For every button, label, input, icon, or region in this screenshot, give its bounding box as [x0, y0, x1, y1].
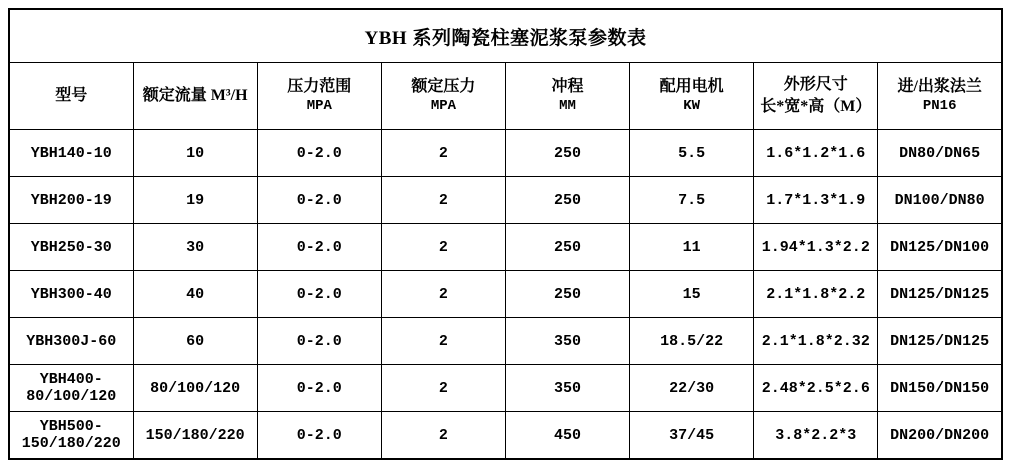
cell-motor: 15: [630, 271, 754, 318]
table-row: [9, 224, 1002, 271]
cell-flange: DN100/DN80: [878, 177, 1002, 224]
table-header-row: [9, 63, 1002, 130]
cell-model: YBH140-10: [9, 130, 133, 177]
column-header-pressure-range-label: 压力范围: [287, 77, 352, 95]
cell-rated-flow: 10: [133, 130, 257, 177]
cell-rated-flow: 30: [133, 224, 257, 271]
cell-rated-pressure: 2: [381, 271, 505, 318]
table-row: [9, 318, 1002, 365]
cell-rated-pressure: 2: [381, 224, 505, 271]
cell-dimensions: 2.1*1.8*2.32: [754, 318, 878, 365]
cell-rated-pressure: 2: [381, 130, 505, 177]
cell-dimensions: 3.8*2.2*3: [754, 412, 878, 460]
column-header-rated-pressure: [381, 63, 505, 130]
column-header-dimensions-unit: 长*宽*高（M）: [760, 98, 872, 115]
column-header-stroke-label: 冲程: [551, 77, 584, 95]
cell-pressure-range: 0-2.0: [257, 412, 381, 460]
cell-motor: 18.5/22: [630, 318, 754, 365]
cell-model: YBH300J-60: [9, 318, 133, 365]
cell-rated-flow: 19: [133, 177, 257, 224]
cell-motor: 22/30: [630, 365, 754, 412]
column-header-stroke: [506, 63, 630, 130]
table-row: [9, 271, 1002, 318]
column-header-dimensions-label: 外形尺寸: [783, 76, 848, 94]
table-row: [9, 130, 1002, 177]
table-row: [9, 365, 1002, 412]
column-header-motor: [630, 63, 754, 130]
cell-stroke: 250: [506, 177, 630, 224]
cell-pressure-range: 0-2.0: [257, 365, 381, 412]
parameter-table: [8, 8, 1003, 460]
cell-model: YBH250-30: [9, 224, 133, 271]
cell-model: YBH300-40: [9, 271, 133, 318]
column-header-rated-pressure-unit: MPA: [430, 98, 457, 115]
column-header-dimensions: [754, 63, 878, 130]
column-header-motor-unit: KW: [683, 98, 701, 115]
cell-rated-flow: 60: [133, 318, 257, 365]
cell-pressure-range: 0-2.0: [257, 271, 381, 318]
column-header-flange-standard: PN16: [922, 98, 957, 115]
cell-dimensions: 1.6*1.2*1.6: [754, 130, 878, 177]
cell-rated-flow: 80/100/120: [133, 365, 257, 412]
column-header-stroke-unit: MM: [559, 98, 576, 115]
cell-rated-pressure: 2: [381, 412, 505, 460]
cell-stroke: 450: [506, 412, 630, 460]
table-row: [9, 412, 1002, 460]
cell-model: YBH400-80/100/120: [9, 365, 133, 412]
column-header-model: [9, 63, 133, 130]
column-header-rated-pressure-label: 额定压力: [411, 77, 476, 95]
cell-stroke: 350: [506, 365, 630, 412]
cell-pressure-range: 0-2.0: [257, 224, 381, 271]
column-header-flange: [878, 63, 1002, 130]
cell-flange: DN125/DN125: [878, 271, 1002, 318]
cell-dimensions: 1.7*1.3*1.9: [754, 177, 878, 224]
cell-model: YBH500-150/180/220: [9, 412, 133, 460]
column-header-rated-flow: [133, 63, 257, 130]
cell-motor: 5.5: [630, 130, 754, 177]
cell-stroke: 250: [506, 271, 630, 318]
column-header-model-label: 型号: [55, 87, 88, 105]
cell-flange: DN80/DN65: [878, 130, 1002, 177]
cell-rated-pressure: 2: [381, 318, 505, 365]
cell-flange: DN200/DN200: [878, 412, 1002, 460]
cell-rated-pressure: 2: [381, 177, 505, 224]
cell-flange: DN125/DN125: [878, 318, 1002, 365]
cell-dimensions: 2.1*1.8*2.2: [754, 271, 878, 318]
cell-pressure-range: 0-2.0: [257, 177, 381, 224]
cell-flange: DN150/DN150: [878, 365, 1002, 412]
column-header-motor-label: 配用电机: [659, 77, 724, 95]
cell-dimensions: 1.94*1.3*2.2: [754, 224, 878, 271]
cell-dimensions: 2.48*2.5*2.6: [754, 365, 878, 412]
cell-rated-flow: 150/180/220: [133, 412, 257, 460]
cell-motor: 37/45: [630, 412, 754, 460]
cell-model: YBH200-19: [9, 177, 133, 224]
cell-stroke: 350: [506, 318, 630, 365]
cell-motor: 7.5: [630, 177, 754, 224]
table-row: [9, 177, 1002, 224]
cell-pressure-range: 0-2.0: [257, 318, 381, 365]
cell-stroke: 250: [506, 130, 630, 177]
title-row: [9, 9, 1002, 63]
cell-rated-pressure: 2: [381, 365, 505, 412]
cell-stroke: 250: [506, 224, 630, 271]
cell-motor: 11: [630, 224, 754, 271]
column-header-rated-flow-label: 额定流量 M³/H: [142, 87, 248, 105]
column-header-pressure-range-unit: MPA: [306, 98, 332, 115]
page-title: YBH 系列陶瓷柱塞泥浆泵参数表: [9, 9, 1002, 63]
cell-flange: DN125/DN100: [878, 224, 1002, 271]
cell-rated-flow: 40: [133, 271, 257, 318]
column-header-flange-label: 进/出浆法兰: [897, 77, 982, 95]
cell-pressure-range: 0-2.0: [257, 130, 381, 177]
column-header-pressure-range: [257, 63, 381, 130]
